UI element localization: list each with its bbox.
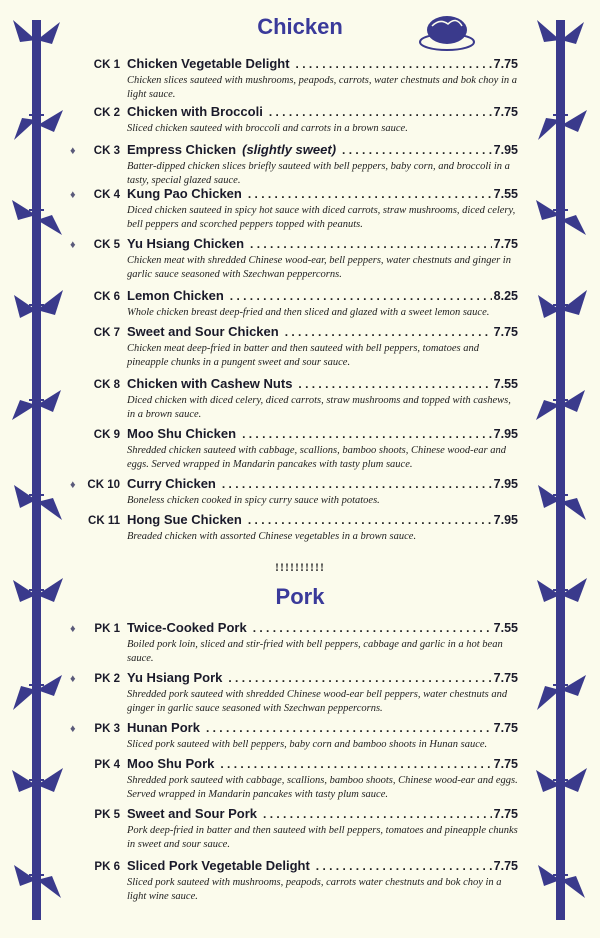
item-price: 7.75 xyxy=(493,757,518,771)
item-price: 7.75 xyxy=(493,671,518,685)
item-description: Sliced chicken sauteed with broccoli and carrots in a brown sauce. xyxy=(127,123,408,134)
item-note: (slightly sweet) xyxy=(242,142,337,157)
item-price: 7.75 xyxy=(493,325,518,339)
item-price: 7.95 xyxy=(493,477,518,491)
item-price: 7.55 xyxy=(493,621,518,635)
menu-item xyxy=(70,142,518,188)
menu-item xyxy=(70,56,518,102)
section-title-chicken: Chicken xyxy=(257,14,343,39)
item-code: PK 1 xyxy=(94,623,120,635)
item-name: Chicken with Cashew Nuts xyxy=(127,376,293,391)
dot-leader xyxy=(206,721,492,735)
item-description: Batter-dipped chicken slices briefly sauteed with bell peppers, baby corn, and broccoli in a tasty, special glazed sauce. xyxy=(127,161,510,186)
dot-leader xyxy=(220,757,491,771)
item-description: Whole chicken breast deep-fried and then sliced and glazed with a sweet lemon sauce. xyxy=(127,307,490,318)
spicy-marker-icon: ♦ xyxy=(70,673,76,685)
item-price: 8.25 xyxy=(493,289,518,303)
dot-leader xyxy=(230,289,492,303)
item-name: Empress Chicken xyxy=(127,142,237,157)
item-price: 7.75 xyxy=(493,807,518,821)
dot-leader xyxy=(342,143,492,157)
item-name: Moo Shu Pork xyxy=(127,756,215,771)
dot-leader xyxy=(242,427,492,441)
item-description: Boiled pork loin, sliced and stir-fried with bell peppers, cabbage and garlic in a hot bean sauce. xyxy=(127,639,503,664)
menu-item xyxy=(70,236,518,282)
item-name: Hong Sue Chicken xyxy=(127,512,242,527)
item-code: CK 11 xyxy=(88,515,120,527)
item-code: CK 7 xyxy=(93,327,120,339)
item-description: Chicken meat deep-fried in batter and then sauteed with bell peppers, tomatoes and pineapple chunks in a pungent sweet and sour sauce. xyxy=(127,343,479,368)
menu-item xyxy=(70,104,518,136)
dot-leader xyxy=(285,325,492,339)
bamboo-right-icon xyxy=(532,20,592,920)
item-description: Diced chicken with diced celery, diced carrots, straw mushrooms and topped with cashews, in a brown sauce. xyxy=(127,395,511,420)
item-code: CK 4 xyxy=(93,189,120,201)
menu-item xyxy=(70,476,518,508)
dot-leader xyxy=(263,807,492,821)
dot-leader xyxy=(248,187,492,201)
item-description: Chicken slices sauteed with mushrooms, peapods, carrots, water chestnuts and bok choy in a light sauce. xyxy=(127,75,518,100)
dot-leader xyxy=(250,237,492,251)
item-description: Boneless chicken cooked in spicy curry sauce with potatoes. xyxy=(127,495,380,506)
menu-item xyxy=(70,756,518,802)
dot-leader xyxy=(222,477,492,491)
item-code: CK 1 xyxy=(93,59,120,71)
item-price: 7.95 xyxy=(493,427,518,441)
menu-item xyxy=(70,376,518,422)
item-code: PK 3 xyxy=(94,723,120,735)
menu-item xyxy=(70,288,518,320)
item-description: Shredded pork sauteed with cabbage, scallions, bamboo shoots, Chinese wood-ear and eggs. Served wrapped in Mandarin pancakes with tasty plum sauce. xyxy=(127,775,518,800)
item-name: Chicken with Broccoli xyxy=(127,104,263,119)
item-price: 7.75 xyxy=(493,237,518,251)
item-price: 7.75 xyxy=(493,721,518,735)
menu-item xyxy=(70,426,518,472)
menu-item xyxy=(70,806,518,852)
item-description: Sliced pork sauteed with mushrooms, peapods, carrots water chestnuts and bok choy in a light wine sauce. xyxy=(127,877,502,902)
item-name: Sliced Pork Vegetable Delight xyxy=(127,858,310,873)
spicy-marker-icon: ♦ xyxy=(70,723,76,735)
menu-item xyxy=(70,670,518,716)
spicy-marker-icon: ♦ xyxy=(70,479,76,491)
item-code: CK 9 xyxy=(93,429,120,441)
item-code: CK 6 xyxy=(93,291,120,303)
dot-leader xyxy=(228,671,491,685)
item-code: PK 5 xyxy=(94,809,120,821)
section-divider: !!!!!!!!!! xyxy=(275,560,325,574)
item-name: Chicken Vegetable Delight xyxy=(127,56,290,71)
item-description: Pork deep-fried in batter and then sauteed with bell peppers, tomatoes and pineapple chunks in sweet and sour sauce. xyxy=(127,825,518,850)
menu-item xyxy=(70,186,518,232)
item-name: Twice-Cooked Pork xyxy=(127,620,247,635)
item-description: Chicken meat with shredded Chinese wood-ear, bell peppers, water chestnuts and ginger in garlic sauce seasoned with Szechwan peppercorns. xyxy=(127,255,511,280)
item-price: 7.75 xyxy=(493,105,518,119)
item-code: CK 10 xyxy=(87,479,120,491)
item-price: 7.55 xyxy=(493,187,518,201)
menu-item xyxy=(70,512,518,544)
item-description: Shredded pork sauteed with shredded Chinese wood-ear bell peppers, water chestnuts and ginger in garlic sauce seasoned with Szechwan peppercorns. xyxy=(127,689,508,714)
item-code: CK 3 xyxy=(93,145,120,157)
item-name: Yu Hsiang Chicken xyxy=(127,236,245,251)
item-code: PK 6 xyxy=(94,861,120,873)
spicy-marker-icon: ♦ xyxy=(70,239,76,251)
item-price: 7.95 xyxy=(493,143,518,157)
section-title-pork: Pork xyxy=(275,584,325,609)
item-price: 7.75 xyxy=(493,859,518,873)
spicy-marker-icon: ♦ xyxy=(70,623,76,635)
dot-leader xyxy=(248,513,492,527)
item-name: Hunan Pork xyxy=(127,720,200,735)
item-price: 7.95 xyxy=(493,513,518,527)
item-description: Sliced pork sauteed with bell peppers, baby corn and bamboo shoots in Hunan sauce. xyxy=(127,739,488,750)
spicy-marker-icon: ♦ xyxy=(70,189,76,201)
item-name: Kung Pao Chicken xyxy=(127,186,242,201)
item-description: Diced chicken sauteed in spicy hot sauce with diced carrots, straw mushrooms, diced celery, bell peppers and scorched peppers topped with peanuts. xyxy=(127,205,516,230)
spicy-marker-icon: ♦ xyxy=(70,145,76,157)
item-name: Yu Hsiang Pork xyxy=(127,670,223,685)
menu-item xyxy=(70,324,518,370)
dot-leader xyxy=(316,859,492,873)
item-code: PK 4 xyxy=(94,759,120,771)
item-name: Lemon Chicken xyxy=(127,288,224,303)
menu-item xyxy=(70,620,518,666)
item-name: Curry Chicken xyxy=(127,476,216,491)
dot-leader xyxy=(298,377,491,391)
dot-leader xyxy=(296,57,492,71)
item-code: PK 2 xyxy=(94,673,120,685)
item-description: Shredded chicken sauteed with cabbage, scallions, bamboo shoots, Chinese wood-ear and eggs. Served wrapped in Mandarin pancakes with tasty plum sauce. xyxy=(127,445,507,470)
item-code: CK 8 xyxy=(93,379,120,391)
item-price: 7.75 xyxy=(493,57,518,71)
item-price: 7.55 xyxy=(493,377,518,391)
dot-leader xyxy=(269,105,492,119)
bamboo-left-icon xyxy=(8,20,68,920)
menu-item xyxy=(70,858,518,904)
item-name: Sweet and Sour Chicken xyxy=(127,324,279,339)
menu-item xyxy=(70,720,518,752)
item-description: Breaded chicken with assorted Chinese vegetables in a brown sauce. xyxy=(127,531,417,542)
item-code: CK 2 xyxy=(93,107,120,119)
dot-leader xyxy=(253,621,492,635)
item-code: CK 5 xyxy=(93,239,120,251)
item-name: Moo Shu Chicken xyxy=(127,426,237,441)
item-name: Sweet and Sour Pork xyxy=(127,806,258,821)
